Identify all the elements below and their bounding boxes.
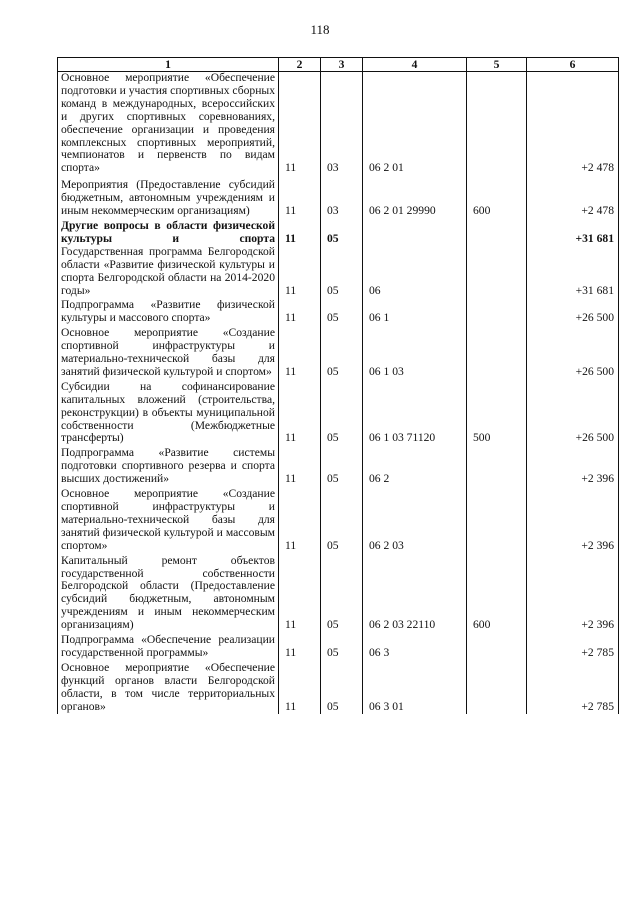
row-subsection: 05 (321, 246, 363, 298)
row-name: Подпрограмма «Обеспечение реализации государственной программы» (58, 632, 279, 660)
row-target-article: 06 1 03 71120 (363, 379, 467, 446)
row-name: Государственная программа Белгородской области «Развитие физической культуры и спорта Белгородской области на 2014-2020 годы» (58, 246, 279, 298)
row-section: 11 (279, 553, 321, 632)
row-subsection: 05 (321, 379, 363, 446)
row-subsection: 05 (321, 325, 363, 379)
table-row (58, 632, 619, 660)
row-amount: +2 396 (527, 553, 619, 632)
row-expense-type (467, 486, 527, 553)
row-subsection: 03 (321, 72, 363, 176)
row-expense-type (467, 325, 527, 379)
row-amount: +2 396 (527, 445, 619, 486)
row-expense-type (467, 445, 527, 486)
row-name: Субсидии на софинансирование капитальных вложений (строительства, реконструкции) в объекты муниципальной собственности (Межбюджетные трансферты) (58, 379, 279, 446)
table-row (58, 218, 619, 246)
row-section: 11 (279, 660, 321, 714)
row-subsection: 05 (321, 297, 363, 325)
row-section: 11 (279, 246, 321, 298)
row-name: Подпрограмма «Развитие физической культуры и массового спорта» (58, 297, 279, 325)
table-header (58, 58, 619, 72)
row-target-article: 06 1 03 (363, 325, 467, 379)
row-section: 11 (279, 175, 321, 218)
row-name: Капитальный ремонт объектов государственной собственности Белгородской области (Предоставление субсидий бюджетным, автономным учреждениям и иным некоммерческим организациям) (58, 553, 279, 632)
row-amount: +2 396 (527, 486, 619, 553)
row-expense-type: 600 (467, 553, 527, 632)
table-row (58, 660, 619, 714)
row-target-article: 06 2 01 29990 (363, 175, 467, 218)
row-target-article: 06 2 03 (363, 486, 467, 553)
table-row (58, 553, 619, 632)
header-col-4: 4 (363, 58, 467, 72)
row-target-article (363, 218, 467, 246)
row-subsection: 05 (321, 218, 363, 246)
row-name: Основное мероприятие «Обеспечение функций органов власти Белгородской области, в том числе территориальных органов» (58, 660, 279, 714)
row-target-article: 06 1 (363, 297, 467, 325)
row-expense-type (467, 660, 527, 714)
row-expense-type (467, 218, 527, 246)
table-row (58, 297, 619, 325)
row-target-article: 06 3 (363, 632, 467, 660)
row-section: 11 (279, 218, 321, 246)
row-subsection: 05 (321, 486, 363, 553)
table-row (58, 445, 619, 486)
row-amount: +31 681 (527, 218, 619, 246)
row-section: 11 (279, 445, 321, 486)
row-expense-type: 500 (467, 379, 527, 446)
row-target-article: 06 3 01 (363, 660, 467, 714)
row-subsection: 05 (321, 553, 363, 632)
row-name: Мероприятия (Предоставление субсидий бюджетным, автономным учреждениям и иным некоммерческим организациям) (58, 175, 279, 218)
header-col-3: 3 (321, 58, 363, 72)
row-expense-type: 600 (467, 175, 527, 218)
row-amount: +2 478 (527, 72, 619, 176)
row-target-article: 06 2 01 (363, 72, 467, 176)
row-amount: +26 500 (527, 325, 619, 379)
row-section: 11 (279, 379, 321, 446)
row-subsection: 05 (321, 632, 363, 660)
row-name: Другие вопросы в области физической культуры и спорта (58, 218, 279, 246)
row-target-article: 06 2 03 22110 (363, 553, 467, 632)
row-subsection: 05 (321, 445, 363, 486)
row-expense-type (467, 297, 527, 325)
table-row (58, 325, 619, 379)
row-expense-type (467, 246, 527, 298)
row-section: 11 (279, 325, 321, 379)
header-col-2: 2 (279, 58, 321, 72)
row-target-article: 06 2 (363, 445, 467, 486)
table-row (58, 175, 619, 218)
row-amount: +31 681 (527, 246, 619, 298)
header-col-5: 5 (467, 58, 527, 72)
row-name: Основное мероприятие «Создание спортивной инфраструктуры и материально-технической базы для занятий физической культурой и массовым спортом» (58, 486, 279, 553)
row-subsection: 05 (321, 660, 363, 714)
row-amount: +26 500 (527, 379, 619, 446)
row-name: Подпрограмма «Развитие системы подготовки спортивного резерва и спорта высших достижений» (58, 445, 279, 486)
row-amount: +2 478 (527, 175, 619, 218)
table-row (58, 246, 619, 298)
row-section: 11 (279, 72, 321, 176)
row-name: Основное мероприятие «Создание спортивной инфраструктуры и материально-технической базы для занятий физической культурой и спортом» (58, 325, 279, 379)
budget-table (57, 57, 619, 714)
row-amount: +2 785 (527, 660, 619, 714)
row-section: 11 (279, 486, 321, 553)
row-expense-type (467, 632, 527, 660)
row-name: Основное мероприятие «Обеспечение подготовки и участия спортивных сборных команд в международных, всероссийских и других спортивных соревнованиях, обеспечение организации и проведения комплексных спортивных мероприятий, чемпионатов и первенств по видам спорта» (58, 72, 279, 176)
row-target-article: 06 (363, 246, 467, 298)
row-section: 11 (279, 297, 321, 325)
row-subsection: 03 (321, 175, 363, 218)
page-number: 118 (310, 22, 330, 37)
table-row (58, 379, 619, 446)
row-amount: +2 785 (527, 632, 619, 660)
row-section: 11 (279, 632, 321, 660)
table-row (58, 72, 619, 176)
table-row (58, 486, 619, 553)
header-col-1: 1 (58, 58, 279, 72)
row-expense-type (467, 72, 527, 176)
table-body (58, 72, 619, 714)
row-amount: +26 500 (527, 297, 619, 325)
header-col-6: 6 (527, 58, 619, 72)
